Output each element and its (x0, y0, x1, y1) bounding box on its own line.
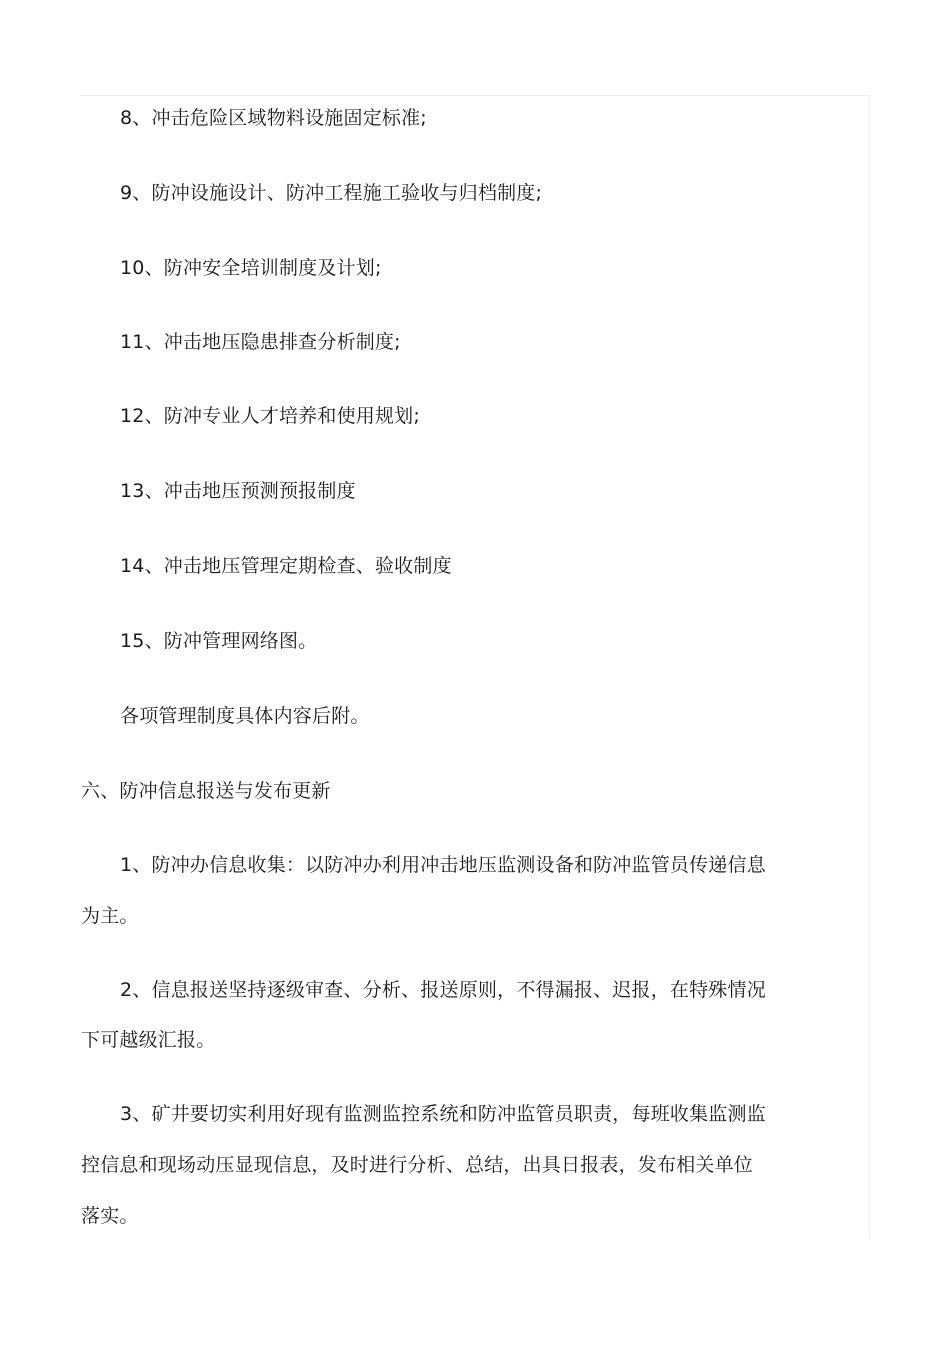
list-item-11: 11、冲击地压隐患排查分析制度; (120, 331, 401, 353)
paragraph-1-line-2: 为主。 (81, 905, 139, 927)
list-item-10: 10、防冲安全培训制度及计划; (120, 257, 382, 279)
paragraph-3-line-2: 控信息和现场动压显现信息，及时进行分析、总结，出具日报表，发布相关单位 (81, 1154, 754, 1176)
list-item-15: 15、防冲管理网络图。 (120, 630, 318, 652)
paragraph-2-line-1: 2、信息报送坚持逐级审查、分析、报送原则，不得漏报、迟报，在特殊情况 (120, 979, 766, 1001)
list-item-13: 13、冲击地压预测预报制度 (120, 480, 356, 502)
paragraph-1-line-1: 1、防冲办信息收集：以防冲办利用冲击地压监测设备和防冲监管员传递信息 (120, 854, 766, 876)
appendix-note: 各项管理制度具体内容后附。 (120, 705, 370, 727)
list-item-14: 14、冲击地压管理定期检查、验收制度 (120, 555, 452, 577)
paragraph-3-line-1: 3、矿井要切实利用好现有监测监控系统和防冲监管员职责，每班收集监测监 (120, 1103, 766, 1125)
paragraph-3-line-3: 落实。 (81, 1205, 139, 1227)
page-border-right (869, 95, 870, 1238)
paragraph-2-line-2: 下可越级汇报。 (81, 1029, 216, 1051)
page-border-top (80, 95, 870, 96)
list-item-12: 12、防冲专业人才培养和使用规划; (120, 405, 420, 427)
section-heading: 六、防冲信息报送与发布更新 (81, 780, 331, 802)
list-item-9: 9、防冲设施设计、防冲工程施工验收与归档制度; (120, 182, 543, 204)
list-item-8: 8、冲击危险区域物料设施固定标准; (120, 107, 427, 129)
